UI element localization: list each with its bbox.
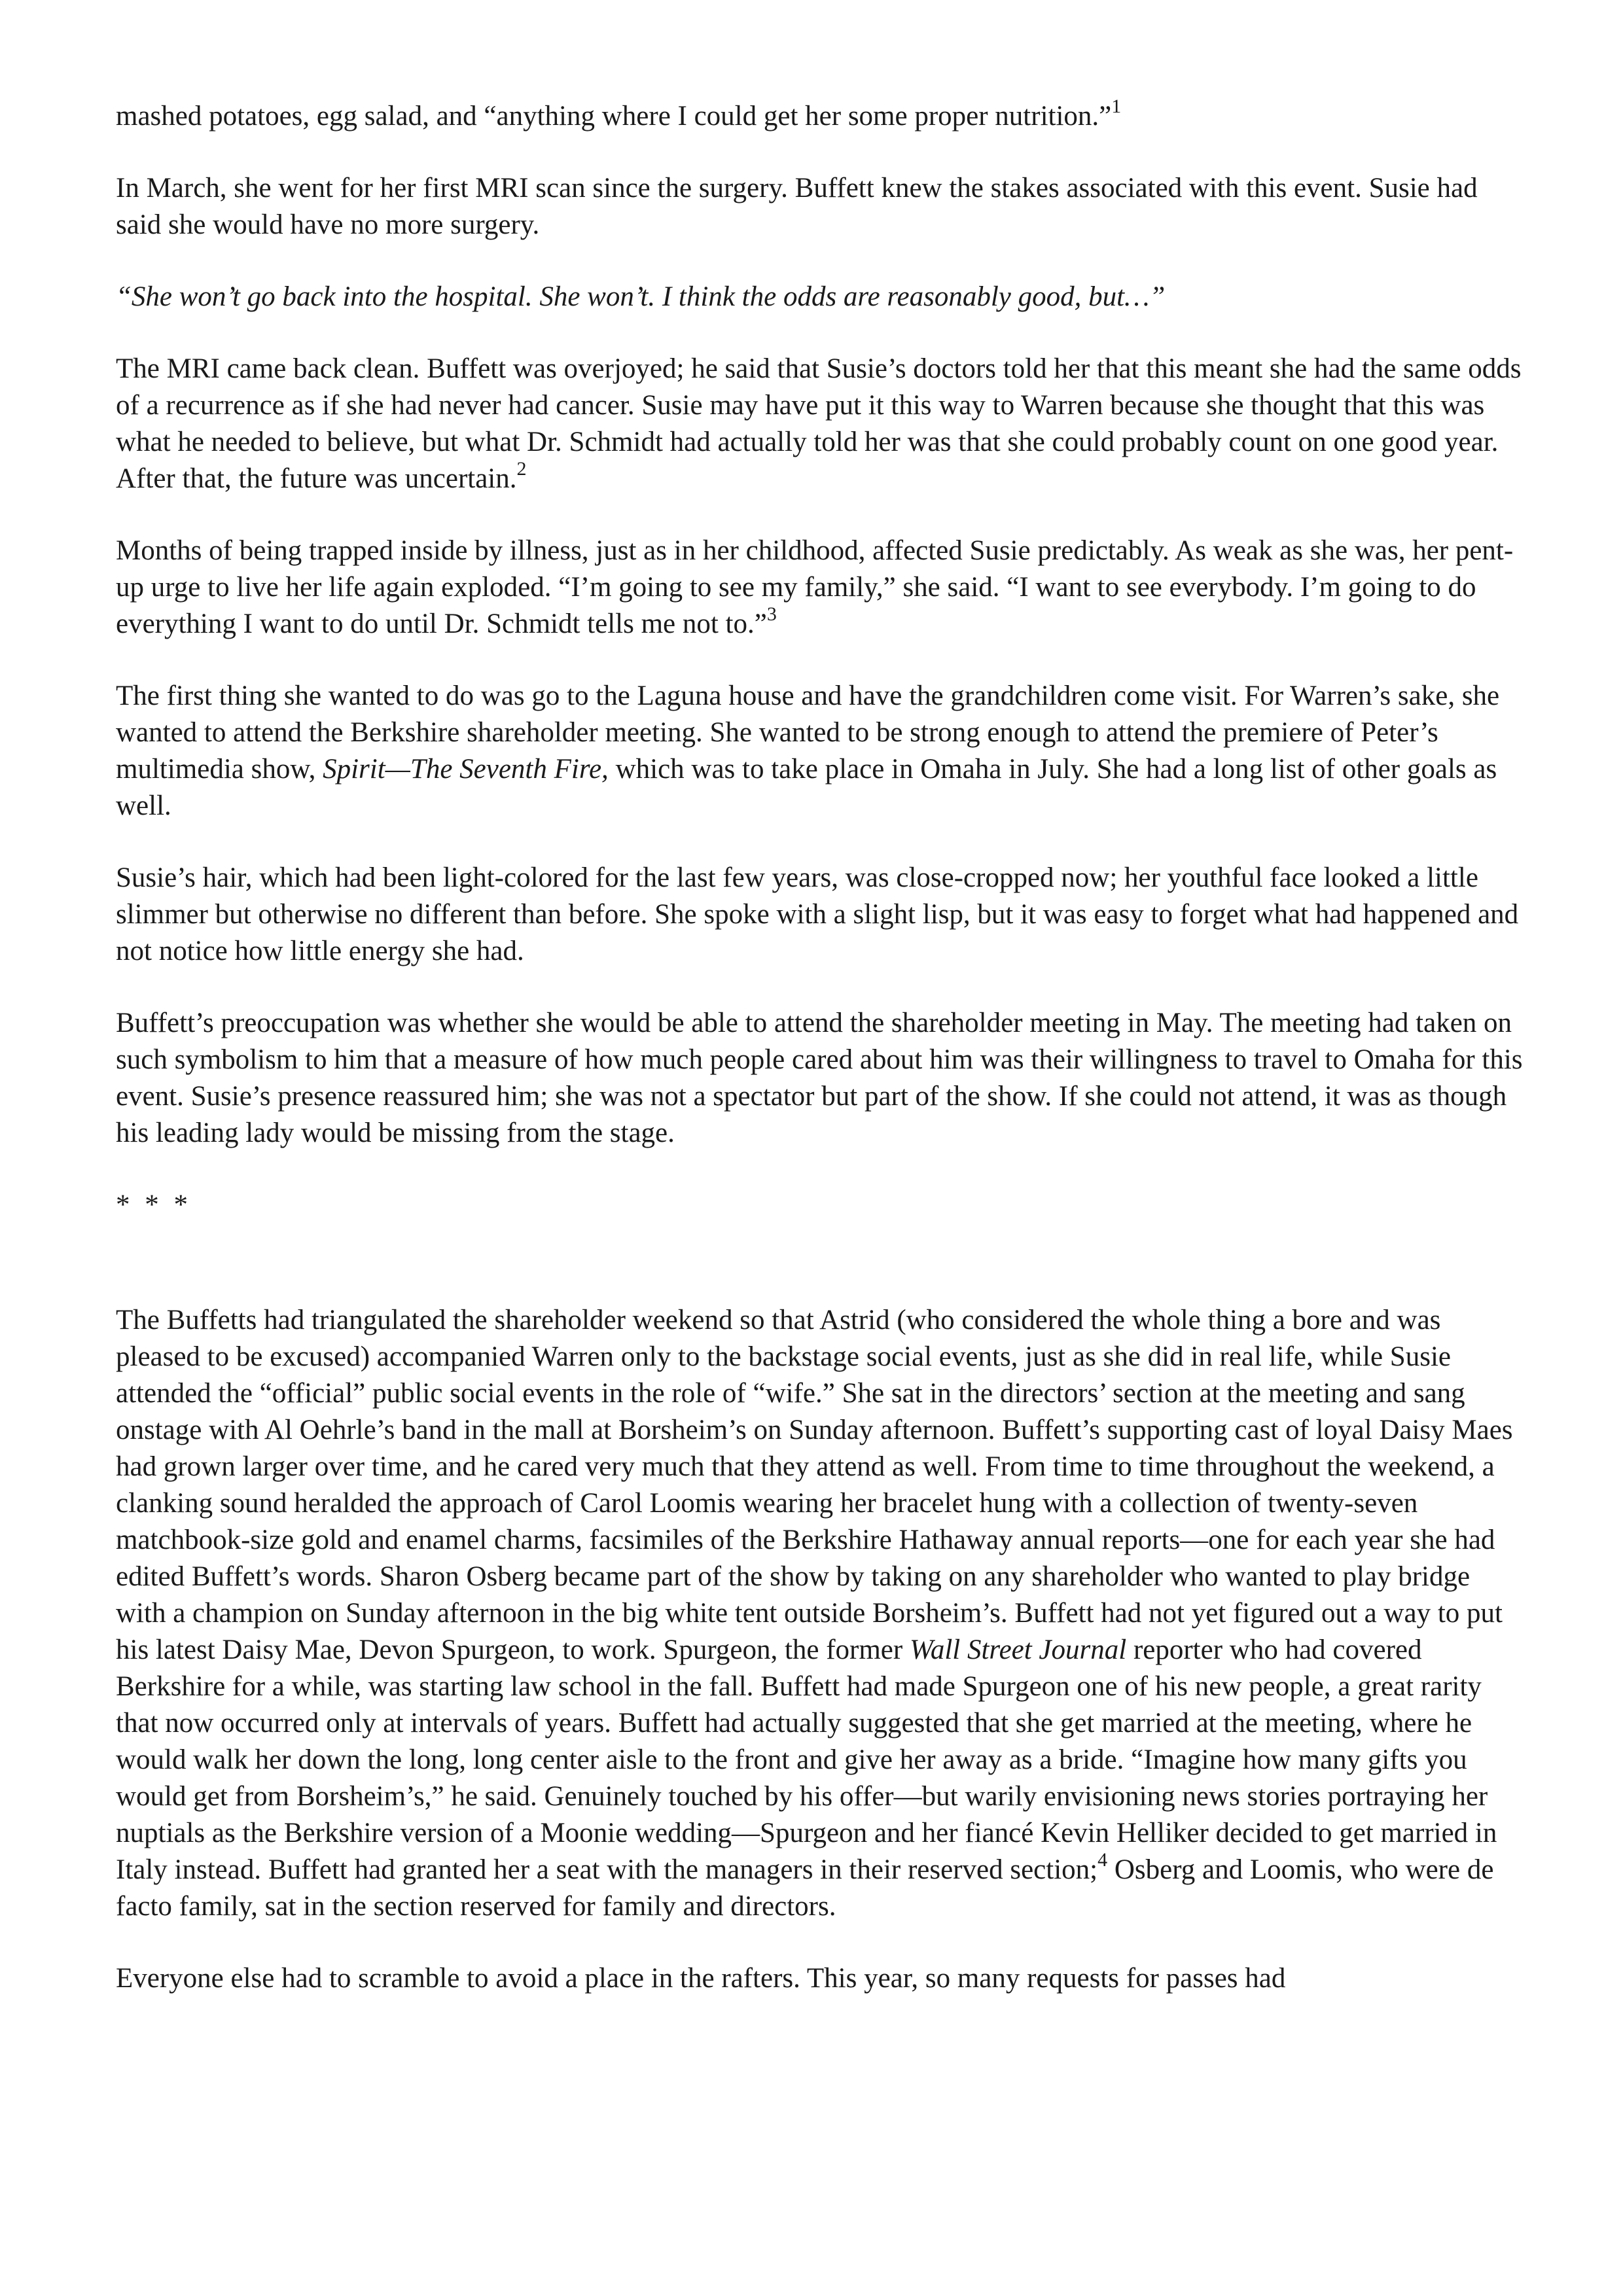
paragraph-3-quote <box>116 279 1523 315</box>
paragraph-8: Buffett’s preoccupation was whether she would be able to attend the shareholder meeting in May. The meeting had taken on such symbolism to him that a measure of how much people cared about him was their willingness to travel to Omaha for this event. Susie’s presence reassured him; she was not a spectator but part of the show. If she could not attend, it was as though his leading lady would be missing from the stage. <box>116 1008 1523 1148</box>
show-title: Spirit—The Seventh Fire, <box>323 754 609 785</box>
paragraph-7: Susie’s hair, which had been light-colored for the last few years, was close-cropped now; her youthful face looked a little slimmer but otherwise no different than before. She spoke with a slight lisp, but it was easy to forget what had happened and not notice how little energy she had. <box>116 862 1519 966</box>
footnote-ref-2: 2 <box>516 457 527 480</box>
paragraph-4-text: The MRI came back clean. Buffett was overjoyed; he said that Susie’s doctors told her that this meant she had the same odds of a recurrence as if she had never had cancer. Susie may have put it this way to Warren because she thought that this was what he needed to believe, but what Dr. Schmidt had actually told her was that she could probably count on one good year. After that, the future was uncertain. <box>116 353 1522 494</box>
footnote-ref-1: 1 <box>1111 95 1122 117</box>
footnote-ref-3: 3 <box>766 603 777 625</box>
paragraph-1 <box>116 95 1523 135</box>
paragraph-5-text: Months of being trapped inside by illness, just as in her childhood, affected Susie predictably. As weak as she was, her pent-up urge to live her life again exploded. “I’m going to see my family,” she said. “I want to see everybody. I’m going to do everything I want to do until Dr. Schmidt tells me not to.” <box>116 535 1514 639</box>
paragraph-1-text: mashed potatoes, egg salad, and “anything where I could get her some proper nutrition.” <box>116 101 1112 132</box>
paragraph-4 <box>116 351 1523 497</box>
paragraph-10: Everyone else had to scramble to avoid a place in the rafters. This year, so many requests for passes had <box>116 1963 1286 1994</box>
italic-quote: “She won’t go back into the hospital. She won’t. I think the odds are reasonably good, but…” <box>116 281 1166 312</box>
paragraph-5 <box>116 533 1523 643</box>
paragraph-9 <box>116 1302 1523 1925</box>
paragraph-2: In March, she went for her first MRI scan since the surgery. Buffett knew the stakes associated with this event. Susie had said she would have no more surgery. <box>116 173 1478 240</box>
paragraph-6-before: The first thing she wanted to do was go to the Laguna house and have the grandchildren come visit. For Warren’s sake, she wanted to attend the Berkshire shareholder meeting. She wanted to be strong enough to attend the premiere of Peter’s multimedia show, <box>116 680 1500 785</box>
publication-title: Wall Street Journal <box>909 1634 1127 1665</box>
paragraph-9-after: Osberg and Loomis, who were de facto family, sat in the section reserved for family and directors. <box>116 1854 1494 1922</box>
paragraph-9-before: The Buffetts had triangulated the shareholder weekend so that Astrid (who considered the whole thing a bore and was pleased to be excused) accompanied Warren only to the backstage social events, just as she did in real life, while Susie attended the “official” public social events in the role of “wife.” She sat in the directors’ section at the meeting and sang onstage with Al Oehrle’s band in the mall at Borsheim’s on Sunday afternoon. Buffett’s supporting cast of loyal Daisy Maes had grown larger over time, and he cared very much that they attend as well. From time to time throughout the weekend, a clanking sound heralded the approach of Carol Loomis wearing her bracelet hung with a collection of twenty-seven matchbook-size gold and enamel charms, facsimiles of the Berkshire Hathaway annual reports—one for each year she had edited Buffett’s words. Sharon Osberg became part of the show by taking on any shareholder who wanted to play bridge with a champion on Sunday afternoon in the big white tent outside Borsheim’s. Buffett had not yet figured out a way to put his latest Daisy Mae, Devon Spurgeon, to work. Spurgeon, the former <box>116 1305 1513 1665</box>
section-separator: * * * <box>116 1190 192 1220</box>
document-page <box>116 95 1523 2032</box>
paragraph-6 <box>116 678 1523 824</box>
paragraph-9-middle: reporter who had covered Berkshire for a while, was starting law school in the fall. Buffett had made Spurgeon one of his new people, a great rarity that now occurred only at intervals of years. Buffett had actually suggested that she get married at the meeting, where he would walk her down the long, long center aisle to the front and give her away as a bride. “Imagine how many gifts you would get from Borsheim’s,” he said. Genuinely touched by his offer—but warily envisioning news stories portraying her nuptials as the Berkshire version of a Moonie wedding—Spurgeon and her fiancé Kevin Helliker decided to get married in Italy instead. Buffett had granted her a seat with the managers in their reserved section; <box>116 1634 1497 1885</box>
paragraph-6-after: which was to take place in Omaha in July. She had a long list of other goals as well. <box>116 754 1497 821</box>
footnote-ref-4: 4 <box>1097 1848 1108 1871</box>
